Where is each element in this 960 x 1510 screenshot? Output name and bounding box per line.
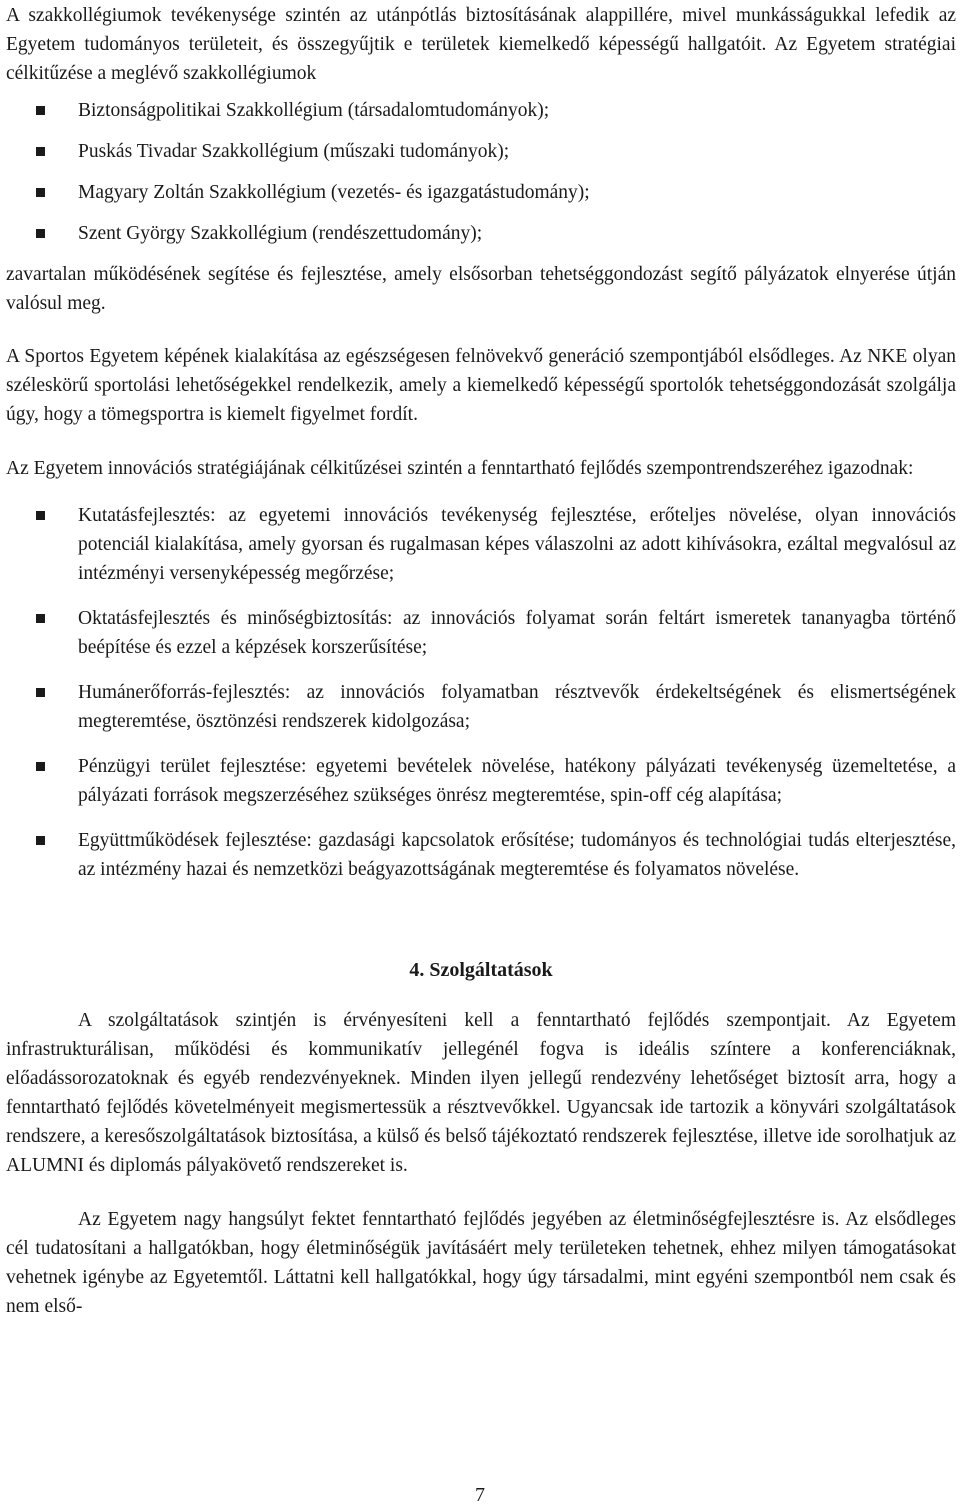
list-item xyxy=(6,826,956,884)
list-item-text: Együttműködések fejlesztése: gazdasági kapcsolatok erősítése; tudományos és technológiai tudás elterjesztése, az intézmény hazai és nemzetközi beágyazottságának megteremtése és folyamatos növelése. xyxy=(78,830,956,880)
college-list xyxy=(6,96,956,248)
square-bullet-icon xyxy=(36,106,45,115)
intro-paragraph-1: A szakkollégiumok tevékenysége szintén az utánpótlás biztosításának alappillére, mivel munkásságukkal lefedik az Egyetem tudományos területeit, és összegyűjtik e területek kiemelkedő képességű hallgatóit. Az Egyetem stratégiai célkitűzése a meglévő szakkollégiumok xyxy=(6,5,956,84)
list-item-text: Szent György Szakkollégium (rendészettudomány); xyxy=(78,223,483,244)
page-number: 7 xyxy=(475,1484,485,1506)
list-item-text: Biztonságpolitikai Szakkollégium (társadalomtudományok); xyxy=(78,100,550,121)
list-item-text: Pénzügyi terület fejlesztése: egyetemi bevételek növelése, hatékony pályázati tevékenység üzemeltetése, a pályázati források megszerzéséhez szükséges önrész megteremtése, spin-off cég alapítása; xyxy=(78,756,956,806)
section-paragraph-1: A szolgáltatások szintjén is érvényesíteni kell a fenntartható fejlődés szempontjait. Az Egyetem infrastrukturálisan, működési és kommunikatív jellegénél fogva is ideális színtere a konferenciáknak, előadássorozatoknak és egyéb rendezvényeknek. Minden ilyen jellegű rendezvény lehetőséget biztosít arra, hogy a fenntartható fejlődés követelményeit megismertessük a résztvevőkkel. Ugyancsak ide tartozik a könyvári szolgáltatások rendszere, a keresőszolgáltatások biztosítása, a külső és belső tájékoztató rendszerek fejlesztése, illetve ide sorolhatjuk az ALUMNI és diplomás pályakövető rendszereket is. xyxy=(6,1010,956,1176)
list-item xyxy=(6,604,956,662)
square-bullet-icon xyxy=(36,614,45,623)
square-bullet-icon xyxy=(36,511,45,520)
list-item-text: Puskás Tivadar Szakkollégium (műszaki tudományok); xyxy=(78,141,510,162)
list-item xyxy=(6,219,956,248)
square-bullet-icon xyxy=(36,762,45,771)
list-item xyxy=(6,752,956,810)
list-item-text: Humánerőforrás-fejlesztés: az innovációs folyamatban résztvevők érdekeltségének és elismertségének megteremtése, ösztönzési rendszerek kidolgozása; xyxy=(78,682,956,732)
list-item-text: Magyary Zoltán Szakkollégium (vezetés- és igazgatástudomány); xyxy=(78,182,590,203)
list-item xyxy=(6,678,956,736)
list-item-text: Oktatásfejlesztés és minőségbiztosítás: az innovációs folyamat során feltárt ismeretek tananyagba történő beépítése és ezzel a képzések korszerűsítése; xyxy=(78,608,956,658)
list-item xyxy=(6,178,956,207)
intro-paragraph-4: Az Egyetem innovációs stratégiájának célkitűzései szintén a fenntartható fejlődés szempontrendszeréhez igazodnak: xyxy=(6,458,914,479)
list-item xyxy=(6,501,956,588)
list-item xyxy=(6,137,956,166)
intro-paragraph-3: A Sportos Egyetem képének kialakítása az egészségesen felnövekvő generáció szempontjából elsődleges. Az NKE olyan széleskörű sportolási lehetőségekkel rendelkezik, amely a kiemelkedő képességű sportolók tehetséggondozását szolgálja úgy, hogy a tömegsportra is kiemelt figyelmet fordít. xyxy=(6,346,956,425)
square-bullet-icon xyxy=(36,229,45,238)
square-bullet-icon xyxy=(36,836,45,845)
square-bullet-icon xyxy=(36,147,45,156)
square-bullet-icon xyxy=(36,688,45,697)
document-page xyxy=(6,0,956,1321)
innovation-list xyxy=(6,501,956,884)
section-paragraph-2: Az Egyetem nagy hangsúlyt fektet fenntartható fejlődés jegyében az életminőségfejlesztésre is. Az elsődleges cél tudatosítani a hallgatókban, hogy életminőségük javításáért mely területeken tehetnek, ehhez milyen támogatásokat vehetnek igénybe az Egyetemtől. Láttatni kell hallgatókkal, hogy úgy társadalmi, mint egyéni szempontból nem csak és nem első- xyxy=(6,1209,956,1317)
intro-paragraph-2: zavartalan működésének segítése és fejlesztése, amely elsősorban tehetséggondozást segítő pályázatok elnyerése útján valósul meg. xyxy=(6,264,956,314)
list-item xyxy=(6,96,956,125)
section-heading: 4. Szolgáltatások xyxy=(409,959,553,981)
square-bullet-icon xyxy=(36,188,45,197)
list-item-text: Kutatásfejlesztés: az egyetemi innovációs tevékenység fejlesztése, erőteljes növelése, olyan innovációs potenciál kialakítása, amely gyorsan és rugalmasan képes válaszolni az adott kihívásokra, ezáltal megvalósul az intézményi versenyképesség megőrzése; xyxy=(78,505,956,584)
